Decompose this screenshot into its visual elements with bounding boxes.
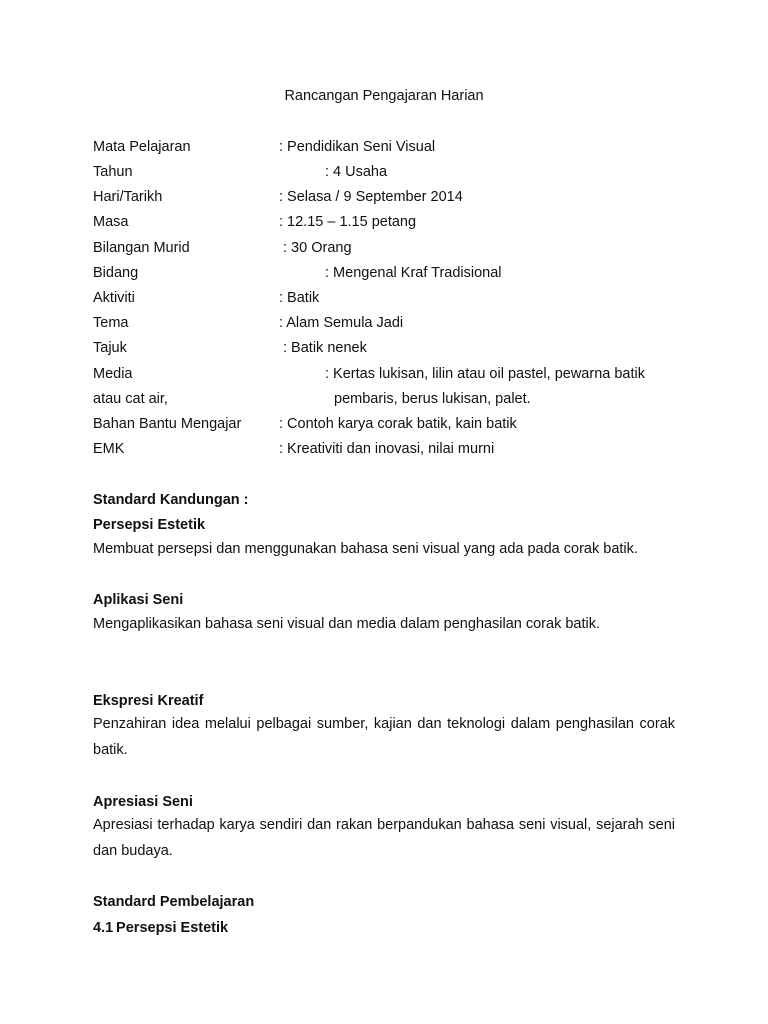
info-label-media-cont: atau cat air, (93, 391, 168, 407)
info-value-tema: : Alam Semula Jadi (279, 315, 404, 331)
info-label-hari-tarikh: Hari/Tarikh (93, 189, 163, 205)
info-value-bidang: : Mengenal Kraf Tradisional (325, 265, 502, 281)
info-value-media-cont: pembaris, berus lukisan, palet. (334, 391, 531, 407)
info-label-masa: Masa (93, 214, 129, 230)
info-label-bilangan-murid: Bilangan Murid (93, 240, 190, 256)
info-value-mata-pelajaran: : Pendidikan Seni Visual (279, 139, 436, 155)
info-label-tajuk: Tajuk (93, 340, 127, 356)
info-label-media: Media (93, 366, 133, 382)
info-value-emk: : Kreativiti dan inovasi, nilai murni (279, 441, 495, 457)
info-label-bidang: Bidang (93, 265, 139, 281)
section-text-ekspresi-kreatif: Penzahiran idea melalui pelbagai sumber, kajian dan teknologi dalam penghasilan corak batik. (93, 716, 675, 758)
info-value-aktiviti: : Batik (279, 290, 320, 306)
section-text-aplikasi-seni: Mengaplikasikan bahasa seni visual dan media dalam penghasilan corak batik. (93, 616, 601, 632)
section-text-persepsi-estetik: Membuat persepsi dan menggunakan bahasa seni visual yang ada pada corak batik. (93, 541, 638, 557)
section-heading-apresiasi-seni: Apresiasi Seni (93, 794, 193, 810)
info-label-mata-pelajaran: Mata Pelajaran (93, 139, 191, 155)
standard-pembelajaran-heading: Standard Pembelajaran (93, 894, 255, 910)
info-value-media: : Kertas lukisan, lilin atau oil pastel, pewarna batik (325, 366, 645, 382)
info-label-bahan-bantu: Bahan Bantu Mengajar (93, 416, 242, 432)
info-label-emk: EMK (93, 441, 125, 457)
standard-pembelajaran-item: 4.1 Persepsi Estetik (93, 920, 229, 936)
section-heading-ekspresi-kreatif: Ekspresi Kreatif (93, 693, 204, 709)
info-label-tahun: Tahun (93, 164, 133, 180)
section-heading-aplikasi-seni: Aplikasi Seni (93, 592, 184, 608)
section-heading-persepsi-estetik: Persepsi Estetik (93, 517, 206, 533)
section-text-apresiasi-seni: Apresiasi terhadap karya sendiri dan rakan berpandukan bahasa seni visual, sejarah seni dan budaya. (93, 817, 675, 859)
info-value-tajuk: : Batik nenek (283, 340, 367, 356)
info-value-masa: : 12.15 – 1.15 petang (279, 214, 417, 230)
info-value-hari-tarikh: : Selasa / 9 September 2014 (279, 189, 463, 205)
info-label-tema: Tema (93, 315, 129, 331)
info-value-bahan-bantu: : Contoh karya corak batik, kain batik (279, 416, 517, 432)
standard-kandungan-heading: Standard Kandungan : (93, 492, 249, 508)
info-value-tahun: : 4 Usaha (325, 164, 388, 180)
info-value-bilangan-murid: : 30 Orang (283, 240, 352, 256)
info-label-aktiviti: Aktiviti (93, 290, 135, 306)
page-title: Rancangan Pengajaran Harian (284, 88, 484, 104)
